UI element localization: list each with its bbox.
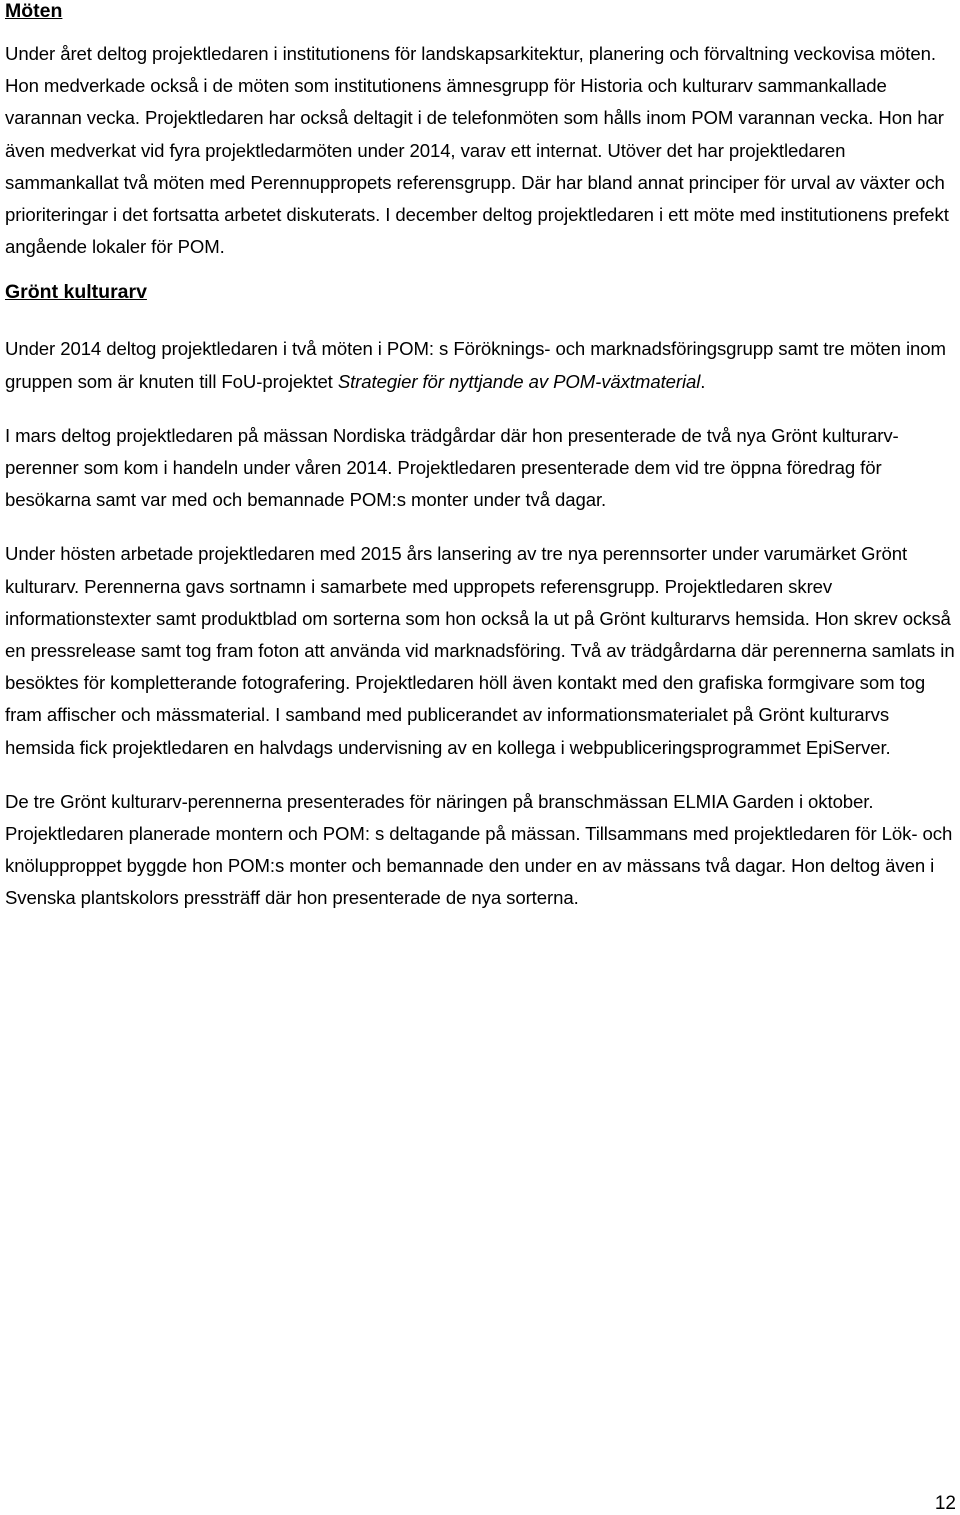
paragraph-gront-1-end: . xyxy=(700,370,706,392)
document-page xyxy=(5,0,957,915)
paragraph-gront-1 xyxy=(5,333,957,397)
section-heading-moten: Möten xyxy=(5,0,63,22)
project-title-italic: Strategier för nyttjande av POM-växtmaterial xyxy=(337,370,701,392)
paragraph-gront-2: I mars deltog projektledaren på mässan Nordiska trädgårdar där hon presenterade de två nya Grönt kulturarv-perenner som kom i handeln under våren 2014. Projektledaren presenterade dem vid tre öppna föredrag för besökarna samt var med och bemannade POM:s monter under två dagar. xyxy=(5,424,899,511)
paragraph-moten: Under året deltog projektledaren i institutionens för landskapsarkitektur, planering och förvaltning veckovisa möten. Hon medverkade också i de möten som institutionens ämnesgrupp för Historia och kulturarv sammankallade varannan vecka. Projektledaren har också deltagit i de telefonmöten som hålls inom POM varannan vecka. Hon har även medverkat vid fyra projektledarmöten under 2014, varav ett internat. Utöver det har projektledaren sammankallat två möten med Perennuppropets referensgrupp. Där har bland annat principer för urval av växter och prioriteringar i det fortsatta arbetet diskuterats. I december deltog projektledaren i ett möte med institutionens prefekt angående lokaler för POM. xyxy=(5,43,949,258)
paragraph-gront-3: Under hösten arbetade projektledaren med 2015 års lansering av tre nya perennsorter under varumärket Grönt kulturarv. Perennerna gavs sortnamn i samarbete med uppropets referensgrupp. Projektledaren skrev informationstexter samt produktblad om sorterna som hon också la ut på Grönt kulturarvs hemsida. Hon skrev också en pressrelease samt tog fram foton att använda vid marknadsföring. Två av trädgårdarna där perennerna samlats in besöktes för kompletterande fotografering. Projektledaren höll även kontakt med den grafiska formgivare som tog fram affischer och mässmaterial. I samband med publicerandet av informationsmaterialet på Grönt kulturarvs hemsida fick projektledaren en halvdags undervisning av en kollega i webpubliceringsprogrammet EpiServer. xyxy=(5,543,955,758)
paragraph-gront-1-text: Under 2014 deltog projektledaren i två möten i POM: s Föröknings- och marknadsföringsgrupp samt tre möten inom gruppen som är knuten till FoU-projektet xyxy=(5,338,946,392)
section-heading-gront-kulturarv: Grönt kulturarv xyxy=(5,281,147,304)
paragraph-gront-4: De tre Grönt kulturarv-perennerna presenterades för näringen på branschmässan ELMIA Garden i oktober. Projektledaren planerade montern och POM: s deltagande på mässan. Tillsammans med projektledaren för Lök- och knölupproppet byggde hon POM:s monter och bemannade den under en av mässans två dagar. Hon deltog även i Svenska plantskolors pressträff där hon presenterade de nya sorterna. xyxy=(5,790,953,909)
page-number: 12 xyxy=(934,1493,956,1514)
